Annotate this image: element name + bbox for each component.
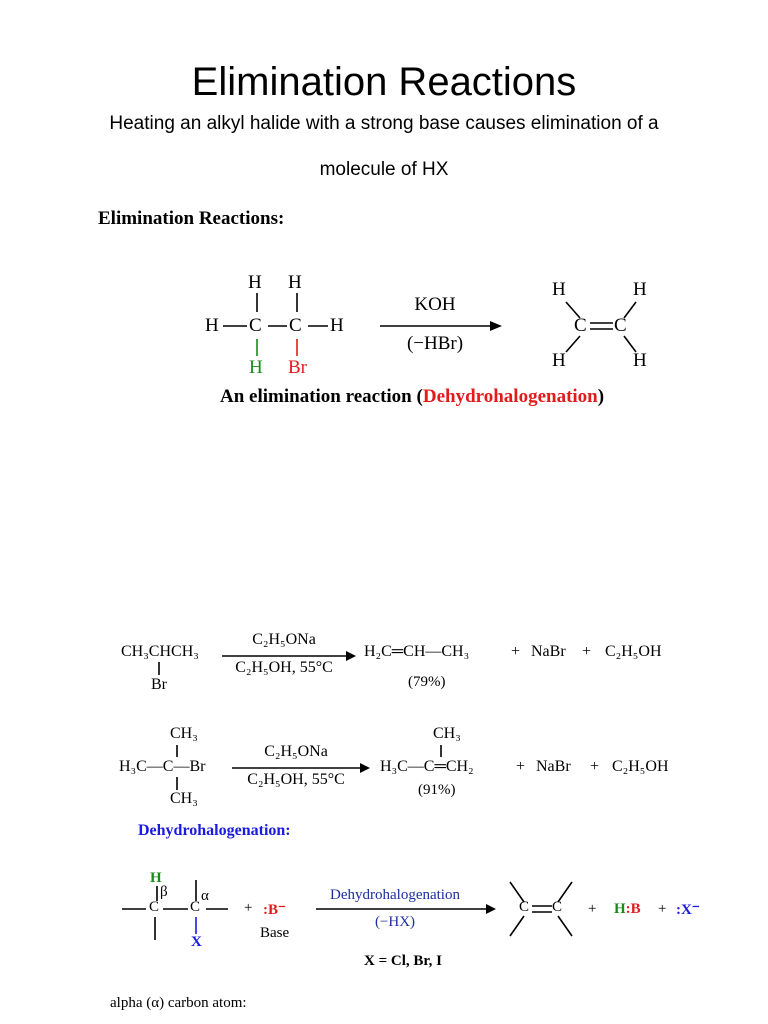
mech-plus: +	[588, 901, 597, 917]
mech-product-c: C	[552, 899, 563, 915]
r2-byproduct-nabr: NaBr	[536, 758, 571, 775]
x-definition: X = Cl, Br, I	[364, 953, 443, 969]
caption-highlight: Dehydrohalogenation	[422, 386, 598, 407]
atom-h: H	[552, 350, 566, 371]
atom-h-green: H	[249, 357, 263, 378]
scheme1-caption	[220, 386, 604, 408]
scheme1-heading: Elimination Reactions:	[98, 208, 285, 229]
r1-byproduct-nabr: NaBr	[531, 643, 566, 660]
r2-reactant-bottom: CH₃	[170, 790, 198, 807]
bond-line	[558, 916, 572, 936]
r2-product-top: CH₃	[433, 725, 461, 742]
subtitle-line-2: molecule of HX	[319, 159, 449, 180]
atom-c: C	[289, 315, 302, 336]
arrowhead	[486, 904, 496, 914]
r2-reactant-top: CH₃	[170, 725, 198, 742]
r1-byproduct-ethanol: C₂H₅OH	[605, 643, 662, 660]
r1-reagent-bottom: C₂H₅OH, 55°C	[235, 659, 333, 676]
r2-plus: +	[516, 758, 526, 775]
atom-c: C	[249, 315, 262, 336]
atom-c: C	[614, 315, 627, 336]
mechanism-heading: Dehydrohalogenation:	[138, 822, 291, 839]
atom-h: H	[205, 315, 219, 336]
base-symbol: :B⁻	[263, 902, 286, 918]
r1-yield: (79%)	[408, 674, 446, 690]
atom-c: C	[574, 315, 587, 336]
r1-reagent-top: C₂H₅ONa	[252, 631, 316, 648]
arrowhead	[346, 651, 356, 661]
atom-br-red: Br	[288, 357, 307, 378]
hb-b: B	[630, 901, 641, 917]
subtitle-line-1: Heating an alkyl halide with a strong base causes elimination of a	[109, 113, 659, 134]
base-label: Base	[260, 925, 290, 941]
mech-atom-c: C	[149, 899, 160, 915]
r2-reactant-mid: H₃C—C—Br	[119, 758, 206, 775]
r1-reactant: CH₃CHCH₃	[121, 643, 199, 660]
r2-yield: (91%)	[418, 782, 456, 798]
page-title: Elimination Reactions	[191, 60, 577, 104]
mech-product-c: C	[519, 899, 530, 915]
reagent-koh: KOH	[414, 294, 456, 315]
hb-product	[614, 901, 641, 918]
arrowhead	[360, 763, 370, 773]
hb-h: H	[614, 901, 626, 917]
arrow-label-top: Dehydrohalogenation	[330, 887, 460, 903]
r1-plus: +	[511, 643, 521, 660]
caption-suffix: )	[597, 386, 605, 407]
r2-byproduct-ethanol: C₂H₅OH	[612, 758, 669, 775]
r2-plus: +	[590, 758, 600, 775]
atom-h: H	[330, 315, 344, 336]
r2-reagent-top: C₂H₅ONa	[264, 743, 328, 760]
atom-h: H	[288, 272, 302, 293]
atom-h: H	[633, 350, 647, 371]
mech-atom-c: C	[190, 899, 201, 915]
mech-plus: +	[658, 901, 667, 917]
r1-reactant-br: Br	[151, 676, 167, 693]
alpha-carbon-heading: alpha (α) carbon atom:	[110, 995, 247, 1011]
bond-line	[510, 916, 524, 936]
condition-hbr: (−HBr)	[406, 333, 464, 354]
atom-h: H	[248, 272, 262, 293]
beta-label: β	[160, 884, 168, 900]
mech-plus: +	[244, 900, 253, 916]
r1-product: H₂C═CH—CH₃	[364, 643, 470, 660]
r2-reagent-bottom: C₂H₅OH, 55°C	[247, 771, 345, 788]
hb-colon: :	[625, 901, 631, 917]
x-ion: :X⁻	[676, 902, 700, 918]
r2-product-mid: H₃C—C═CH₂	[380, 758, 474, 775]
mech-atom-h: H	[150, 870, 162, 886]
alpha-label: α	[201, 888, 209, 904]
arrow-label-bottom: (−HX)	[374, 914, 416, 930]
mech-atom-x: X	[191, 934, 202, 950]
r1-plus: +	[582, 643, 592, 660]
atom-h: H	[633, 279, 647, 300]
arrowhead	[490, 321, 502, 331]
bond-line	[566, 336, 580, 352]
caption-prefix: An elimination reaction (	[220, 386, 423, 407]
atom-h: H	[552, 279, 566, 300]
